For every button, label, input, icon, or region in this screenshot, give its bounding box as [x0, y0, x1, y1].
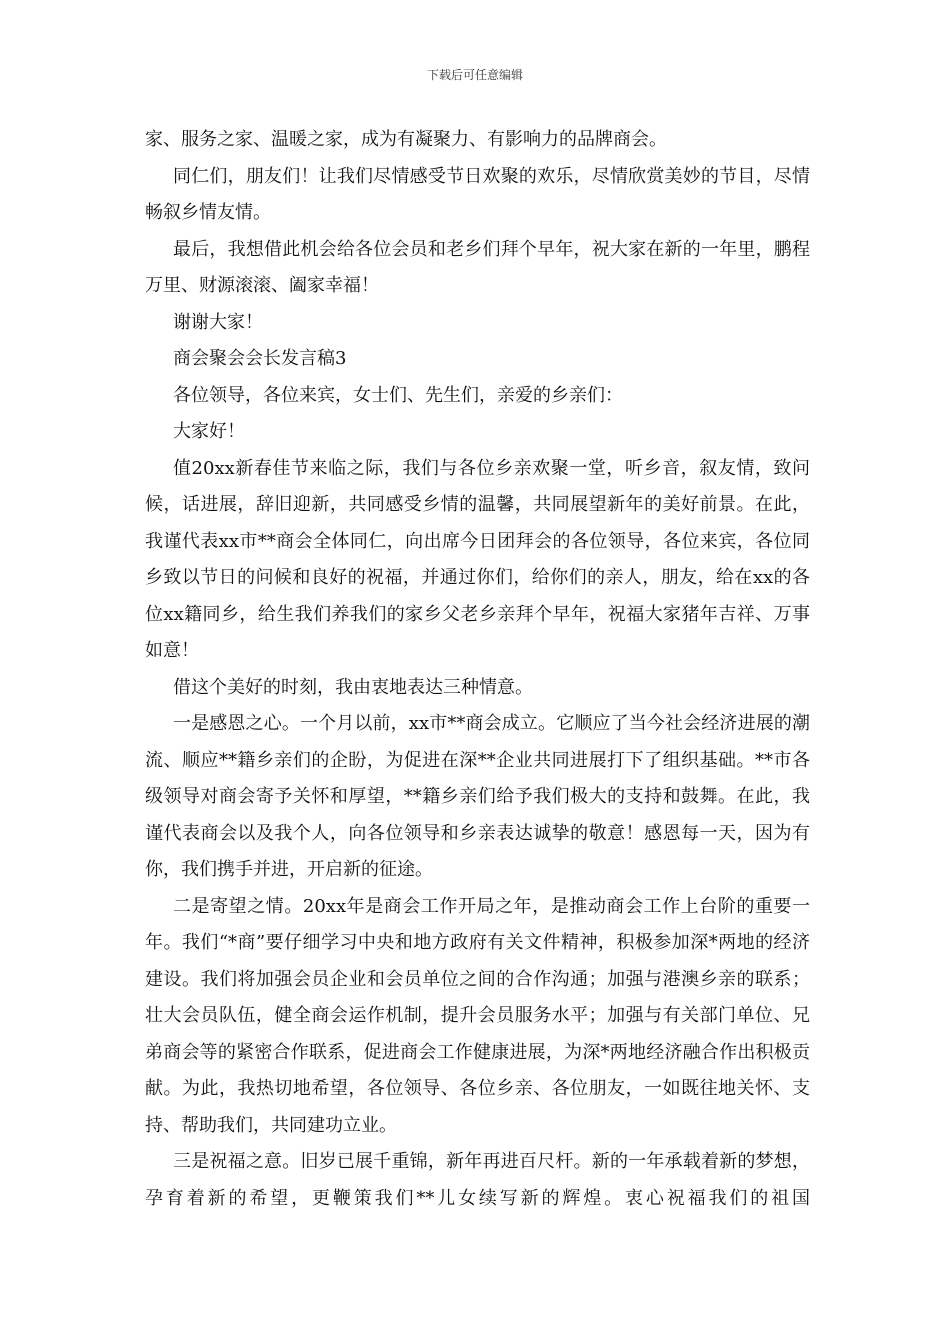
greeting: 大家好！	[173, 421, 245, 442]
document-body	[145, 122, 810, 1217]
paragraph: 谢谢大家！	[173, 311, 263, 333]
page-header-note: 下载后可任意编辑	[426, 68, 523, 82]
paragraph: 三是祝福之意。旧岁已展千重锦，新年再进百尺杆。新的一年承载着新的梦想，孕育着新的希望，更鞭策我们**儿女续写新的辉煌。衷心祝福我们的祖国	[145, 1151, 810, 1209]
paragraph: 最后，我想借此机会给各位会员和老乡们拜个早年，祝大家在新的一年里，鹏程万里、财源滚滚、阖家幸福！	[145, 238, 810, 296]
paragraph: 一是感恩之心。一个月以前，xx市**商会成立。它顺应了当今社会经济进展的潮流、顺应**籍乡亲们的企盼，为促进在深**企业共同进展打下了组织基础。**市各级领导对商会寄予关怀和厚望，**籍乡亲们给予我们极大的支持和鼓舞。在此，我谨代表商会以及我个人，向各位领导和乡亲表达诚挚的敬意！感恩每一天，因为有你，我们携手并进，开启新的征途。	[145, 713, 810, 880]
paragraph: 借这个美好的时刻，我由衷地表达三种情意。	[173, 676, 533, 698]
paragraph: 值20xx新春佳节来临之际，我们与各位乡亲欢聚一堂，听乡音，叙友情，致问候，话进展，辞旧迎新，共同感受乡情的温馨，共同展望新年的美好前景。在此，我谨代表xx市**商会全体同仁，向出席今日团拜会的各位领导，各位来宾，各位同乡致以节日的问候和良好的祝福，并通过你们，给你们的亲人，朋友，给在xx的各位xx籍同乡，给生我们养我们的家乡父老乡亲拜个早年，祝福大家猪年吉祥、万事如意！	[145, 457, 810, 661]
paragraph: 同仁们，朋友们！让我们尽情感受节日欢聚的欢乐，尽情欣赏美妙的节目，尽情畅叙乡情友情。	[145, 165, 810, 223]
salutation: 各位领导，各位来宾，女士们、先生们，亲爱的乡亲们：	[173, 384, 623, 406]
paragraph: 家、服务之家、温暖之家，成为有凝聚力、有影响力的品牌商会。	[145, 129, 667, 150]
section-title: 商会聚会会长发言稿3	[173, 348, 347, 369]
paragraph: 二是寄望之情。20xx年是商会工作开局之年，是推动商会工作上台阶的重要一年。我们“*商”要仔细学习中央和地方政府有关文件精神，积极参加深*两地的经济建设。我们将加强会员企业和会员单位之间的合作沟通；加强与港澳乡亲的联系；壮大会员队伍，健全商会运作机制，提升会员服务水平；加强与有关部门单位、兄弟商会等的紧密合作联系，促进商会工作健康进展，为深*两地经济融合作出积极贡献。为此，我热切地希望，各位领导、各位乡亲、各位朋友，一如既往地关怀、支持、帮助我们，共同建功立业。	[145, 895, 810, 1136]
